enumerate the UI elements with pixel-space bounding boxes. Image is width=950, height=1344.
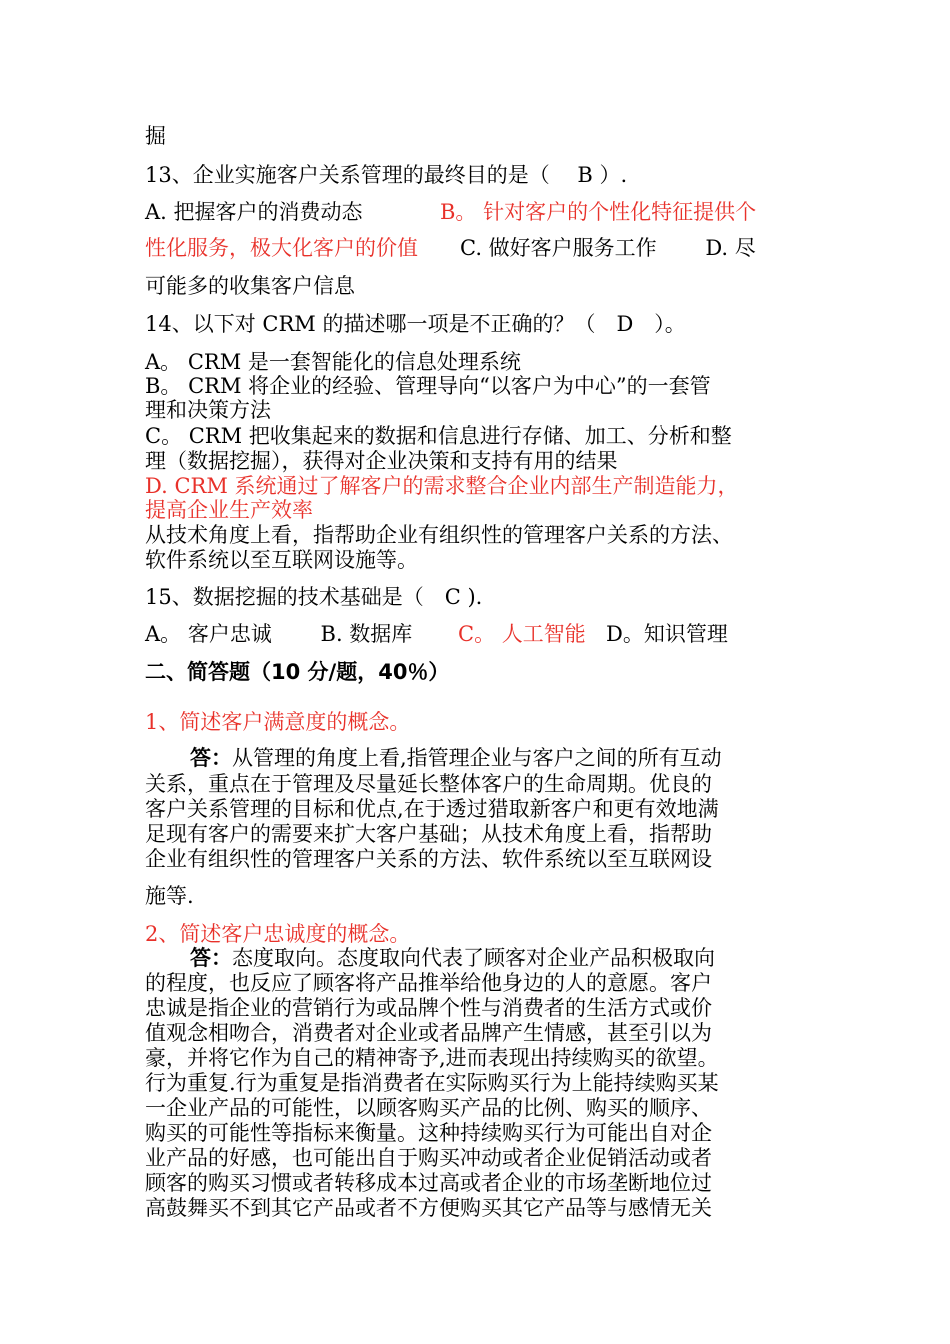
answer-text: 态度取向。态度取向代表了顾客对企业产品积极取向	[232, 946, 715, 970]
answer-2-line: 行为重复.行为重复是指消费者在实际购买行为上能持续购买某	[145, 1071, 719, 1095]
answer-2-line: 忠诚是指企业的营销行为或品牌个性与消费者的生活方式或价	[145, 996, 712, 1020]
answer-label: 答：	[190, 745, 232, 770]
answer-2-line: 高鼓舞买不到其它产品或者不方便购买其它产品等与感情无关	[145, 1196, 712, 1220]
answer-2-line: 一企业产品的可能性，以顾客购买产品的比例、购买的顺序、	[145, 1096, 712, 1120]
q13-option-c-d: C. 做好客户服务工作 D. 尽	[460, 236, 756, 260]
answer-2-line: 豪，并将它作为自己的精神寄予,进而表现出持续购买的欲望。	[145, 1046, 719, 1070]
q15-option-c-answer: C。 人工智能	[458, 622, 586, 646]
short-question-1: 1、简述客户满意度的概念。	[145, 710, 411, 734]
answer-2-line: 的程度，也反应了顾客将产品推举给他身边的人的意愿。客户	[145, 971, 712, 995]
q14-option-a: A。 CRM 是一套智能化的信息处理系统	[145, 350, 521, 374]
answer-label: 答：	[190, 945, 232, 970]
q13-option-b-cont: 性化服务，极大化客户的价值	[145, 236, 418, 260]
answer-2-line	[190, 946, 715, 970]
answer-2-line: 值观念相吻合，消费者对企业或者品牌产生情感，甚至引以为	[145, 1021, 712, 1045]
q14-option-c-cont: 理（数据挖掘），获得对企业决策和支持有用的结果	[145, 449, 618, 473]
answer-2-line: 顾客的购买习惯或者转移成本过高或者企业的市场垄断地位过	[145, 1171, 712, 1195]
answer-2-line: 购买的可能性等指标来衡量。这种持续购买行为可能出自对企	[145, 1121, 712, 1145]
short-question-2: 2、简述客户忠诚度的概念。	[145, 922, 411, 946]
answer-1-line: 关系，重点在于管理及尽量延长整体客户的生命周期。优良的	[145, 772, 712, 796]
q15-options-a-b: A。 客户忠诚 B. 数据库	[145, 622, 413, 646]
q14-option-d-cont: 提高企业生产效率	[145, 498, 313, 522]
q15-option-d: D。知识管理	[606, 622, 728, 646]
answer-1-line: 施等.	[145, 884, 194, 908]
question-14: 14、以下对 CRM 的描述哪一项是不正确的？（ D ）。	[145, 312, 686, 336]
q14-option-d-answer: D. CRM 系统通过了解客户的需求整合企业内部生产制造能力，	[145, 474, 739, 498]
q13-option-a: A. 把握客户的消费动态	[145, 200, 363, 224]
question-15: 15、数据挖掘的技术基础是（ C ).	[145, 585, 483, 609]
q14-extra-cont: 软件系统以至互联网设施等。	[145, 548, 418, 572]
answer-1-line: 客户关系管理的目标和优点,在于透过猎取新客户和更有效地满	[145, 797, 719, 821]
answer-text: 从管理的角度上看,指管理企业与客户之间的所有互动	[232, 746, 722, 770]
answer-1-line: 足现有客户的需要来扩大客户基础；从技术角度上看，指帮助	[145, 822, 712, 846]
q13-option-b-answer: B。 针对客户的个性化特征提供个	[440, 200, 757, 224]
q14-option-b-cont: 理和决策方法	[145, 398, 271, 422]
q14-option-b: B。 CRM 将企业的经验、管理导向“以客户为中心”的一套管	[145, 374, 711, 398]
section-heading: 二、简答题（10 分/题，40％）	[145, 660, 450, 684]
answer-2-line: 业产品的好感，也可能出自于购买冲动或者企业促销活动或者	[145, 1146, 712, 1170]
q14-extra: 从技术角度上看，指帮助企业有组织性的管理客户关系的方法、	[145, 523, 733, 547]
answer-1-line: 企业有组织性的管理客户关系的方法、软件系统以至互联网设	[145, 847, 712, 871]
q14-option-c: C。 CRM 把收集起来的数据和信息进行存储、加工、分析和整	[145, 424, 732, 448]
answer-1-line	[190, 746, 722, 770]
question-13: 13、企业实施客户关系管理的最终目的是（ B ）.	[145, 163, 628, 187]
q13-option-d-cont: 可能多的收集客户信息	[145, 274, 355, 298]
text-line: 掘	[145, 124, 166, 148]
